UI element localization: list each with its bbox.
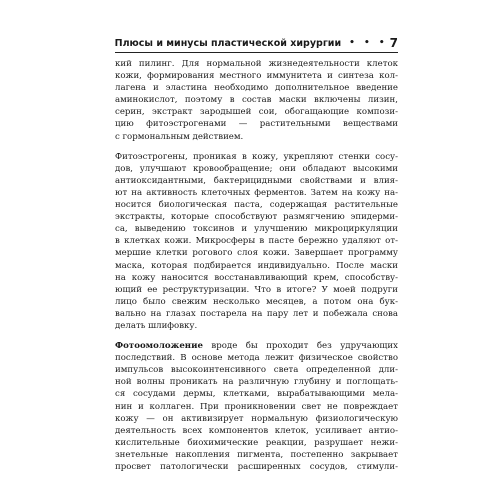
text-line: импульсов высокоинтенсивного света определенной дли- [115, 365, 398, 376]
text-line-with-term [115, 340, 398, 352]
text-line: ной волны проникать на различную глубину и поглощать- [115, 377, 398, 388]
first-line-rest: вроде бы проходит без удручающих [202, 341, 398, 352]
text-line: экстракты, которые способствуют размягчению эпидерми- [115, 212, 398, 223]
text-line: на кожу наносится восстанавливающий крем, способству- [115, 272, 398, 283]
body-text [115, 58, 398, 473]
text-line: цию фитоэстрогенами — растительными веществами [115, 119, 398, 130]
text-line: ющий ее реструктуризации. Что в итоге? У моей подруги [115, 284, 398, 295]
text-line: са, выведению токсинов и улучшению микроциркуляции [115, 224, 398, 235]
text-line: мершие клетки рогового слоя кожи. Завершает программу [115, 248, 398, 259]
text-line: Фитоэстрогены, проникая в кожу, укрепляют стенки сосу- [115, 151, 398, 162]
text-line: носится биологическая паста, содержащая растительные [115, 200, 398, 211]
text-line: делать шлифовку. [115, 320, 198, 331]
text-line: ся сосудами дермы, клетками, вырабатывающими мела- [115, 389, 398, 400]
text-line: лагена и эластина необходимо дополнительное введение [115, 83, 398, 94]
page-number: 7 [389, 36, 398, 50]
paragraph-1 [115, 58, 398, 143]
text-line: ют на активность клеточных ферментов. Затем на кожу на- [115, 187, 398, 198]
text-line: деятельность всех компонентов клеток, усиливает антио- [115, 425, 398, 436]
text-line: с гормональным действием. [115, 131, 244, 142]
text-line: антиоксидантными, бактерицидными свойствами и влия- [115, 175, 398, 186]
text-line: маска, которая подбирается индивидуально. После маски [115, 260, 398, 271]
text-line: лицо было свежим несколько месяцев, а потом она бук- [115, 296, 398, 307]
text-line: просвет патологически расширенных сосудов, стимули- [115, 462, 398, 472]
header-rule [115, 52, 398, 53]
text-line: кислительные биохимические реакции, разрушает нежи- [115, 437, 398, 448]
text-line: вально на глазах постарела на пару лет и побежала снова [115, 308, 398, 319]
header-title: Плюсы и минусы пластической хирургии [114, 37, 342, 49]
header-bullets: • • • [349, 38, 388, 48]
text-line: кий пилинг. Для нормальной жизнедеятельности клеток [115, 59, 398, 69]
text-line: знетельные накопления пигмента, постепенно закрывает [115, 449, 398, 460]
text-line: аминокислот, поэтому в состав маски включены лизин, [115, 95, 398, 106]
text-line: серин, экстракт зародышей сои, обогащающие компози- [115, 107, 398, 118]
paragraph-2 [115, 151, 398, 332]
text-line: нин и коллаген. При проникновении свет не повреждает [115, 401, 398, 412]
text-line: дов, улучшают кровообращение; они обладают высокими [115, 163, 398, 174]
text-line: кожи, формирования местного иммунитета и синтеза кол- [115, 71, 398, 82]
text-line: кожу — он активизирует нормальную физиологическую [115, 413, 398, 424]
bold-term: Фотоомоложение [115, 341, 203, 352]
text-line: последствий. В основе метода лежит физическое свойство [115, 353, 398, 364]
running-header [114, 36, 398, 50]
paragraph-3 [115, 340, 398, 473]
text-line: в клетках кожи. Микросферы в пасте бережно удаляют от- [115, 236, 398, 247]
